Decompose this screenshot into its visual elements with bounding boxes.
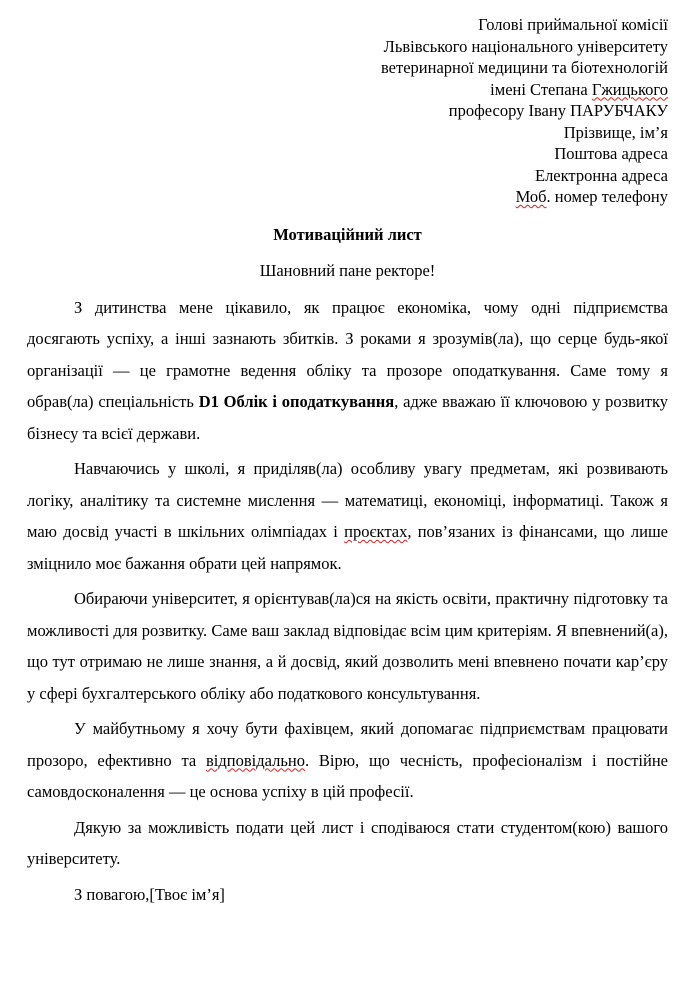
recipient-line: Голові приймальної комісії [478, 15, 668, 34]
paragraph-text: У майбутньому я хочу бути фахівцем, який допомагає підприємствам працювати прозоро, ефективно та [27, 719, 668, 770]
body-paragraph [27, 453, 668, 579]
recipient-line: ветеринарної медицини та біотехнологій [380, 58, 668, 77]
recipient-line: професору Івану ПАРУБЧАКУ [448, 101, 668, 120]
spellcheck-word: Гжицького [591, 79, 668, 99]
paragraph-text: , пов’язаних із фінансами, що лише зміцнило моє бажання обрати цей напрямок. [27, 522, 668, 573]
recipient-line: Львівського національного університету [383, 36, 668, 56]
recipient-line [27, 79, 668, 101]
letter-closing: З повагою,[Твоє ім’я] [74, 884, 225, 904]
paragraph-text: Навчаючись у школі, я приділяв(ла) особливу увагу предметам, які розвивають логіку, аналітику та системне мислення — математиці, економіці, інформатиці. Також я маю досвід участі в шкільних олімпіадах і [27, 459, 668, 541]
letter-body [27, 292, 668, 911]
body-paragraph: Дякую за можливість подати цей лист і сподіваюся стати студентом(кою) вашого університету. [27, 817, 668, 868]
letter-title: Мотиваційний лист [273, 224, 422, 244]
document-page [27, 14, 668, 910]
spellcheck-word: відповідально [206, 750, 305, 770]
body-paragraph: Обираючи університет, я орієнтував(ла)ся на якість освіти, практичну підготовку та можливості для розвитку. Саме ваш заклад відповідає всім цим критеріям. Я впевнений(а), що тут отримаю не лише знання, а й досвід, який дозволить мені впевнено почати кар’єру у сфері бухгалтерського обліку або податкового консультування. [27, 589, 668, 703]
paragraph-text: З дитинства мене цікавило, як працює економіка, чому одні підприємства досягають успіху, а інші зазнають збитків. З роками я зрозумів(ла), що серце будь-якої організації — це грамотне ведення обліку та прозоре оподаткування. Саме тому я обрав(ла) спеціальність [27, 297, 668, 411]
body-paragraph [27, 713, 668, 808]
spellcheck-word: проєктах [344, 522, 408, 541]
sender-email-line: Електронна адреса [534, 165, 668, 185]
sender-phone-line [27, 186, 668, 208]
spellcheck-word: Моб [515, 187, 547, 206]
recipient-block [27, 14, 668, 208]
paragraph-text: . Вірю, що чесність, професіоналізм і постійне самовдосконалення — це основа успіху в цій професії. [27, 750, 668, 801]
body-paragraph [27, 292, 668, 450]
letter-greeting: Шановний пане ректоре! [259, 260, 436, 280]
recipient-text: імені Степана [490, 79, 592, 99]
sender-name-line: Прізвище, ім’я [563, 122, 668, 142]
specialty-name: D1 Облік і оподаткування [198, 392, 395, 411]
paragraph-text: , адже вважаю її ключовою у розвитку бізнесу та всієї держави. [27, 392, 669, 443]
recipient-text: . номер телефону [546, 187, 668, 206]
sender-postal-line: Поштова адреса [554, 144, 668, 163]
